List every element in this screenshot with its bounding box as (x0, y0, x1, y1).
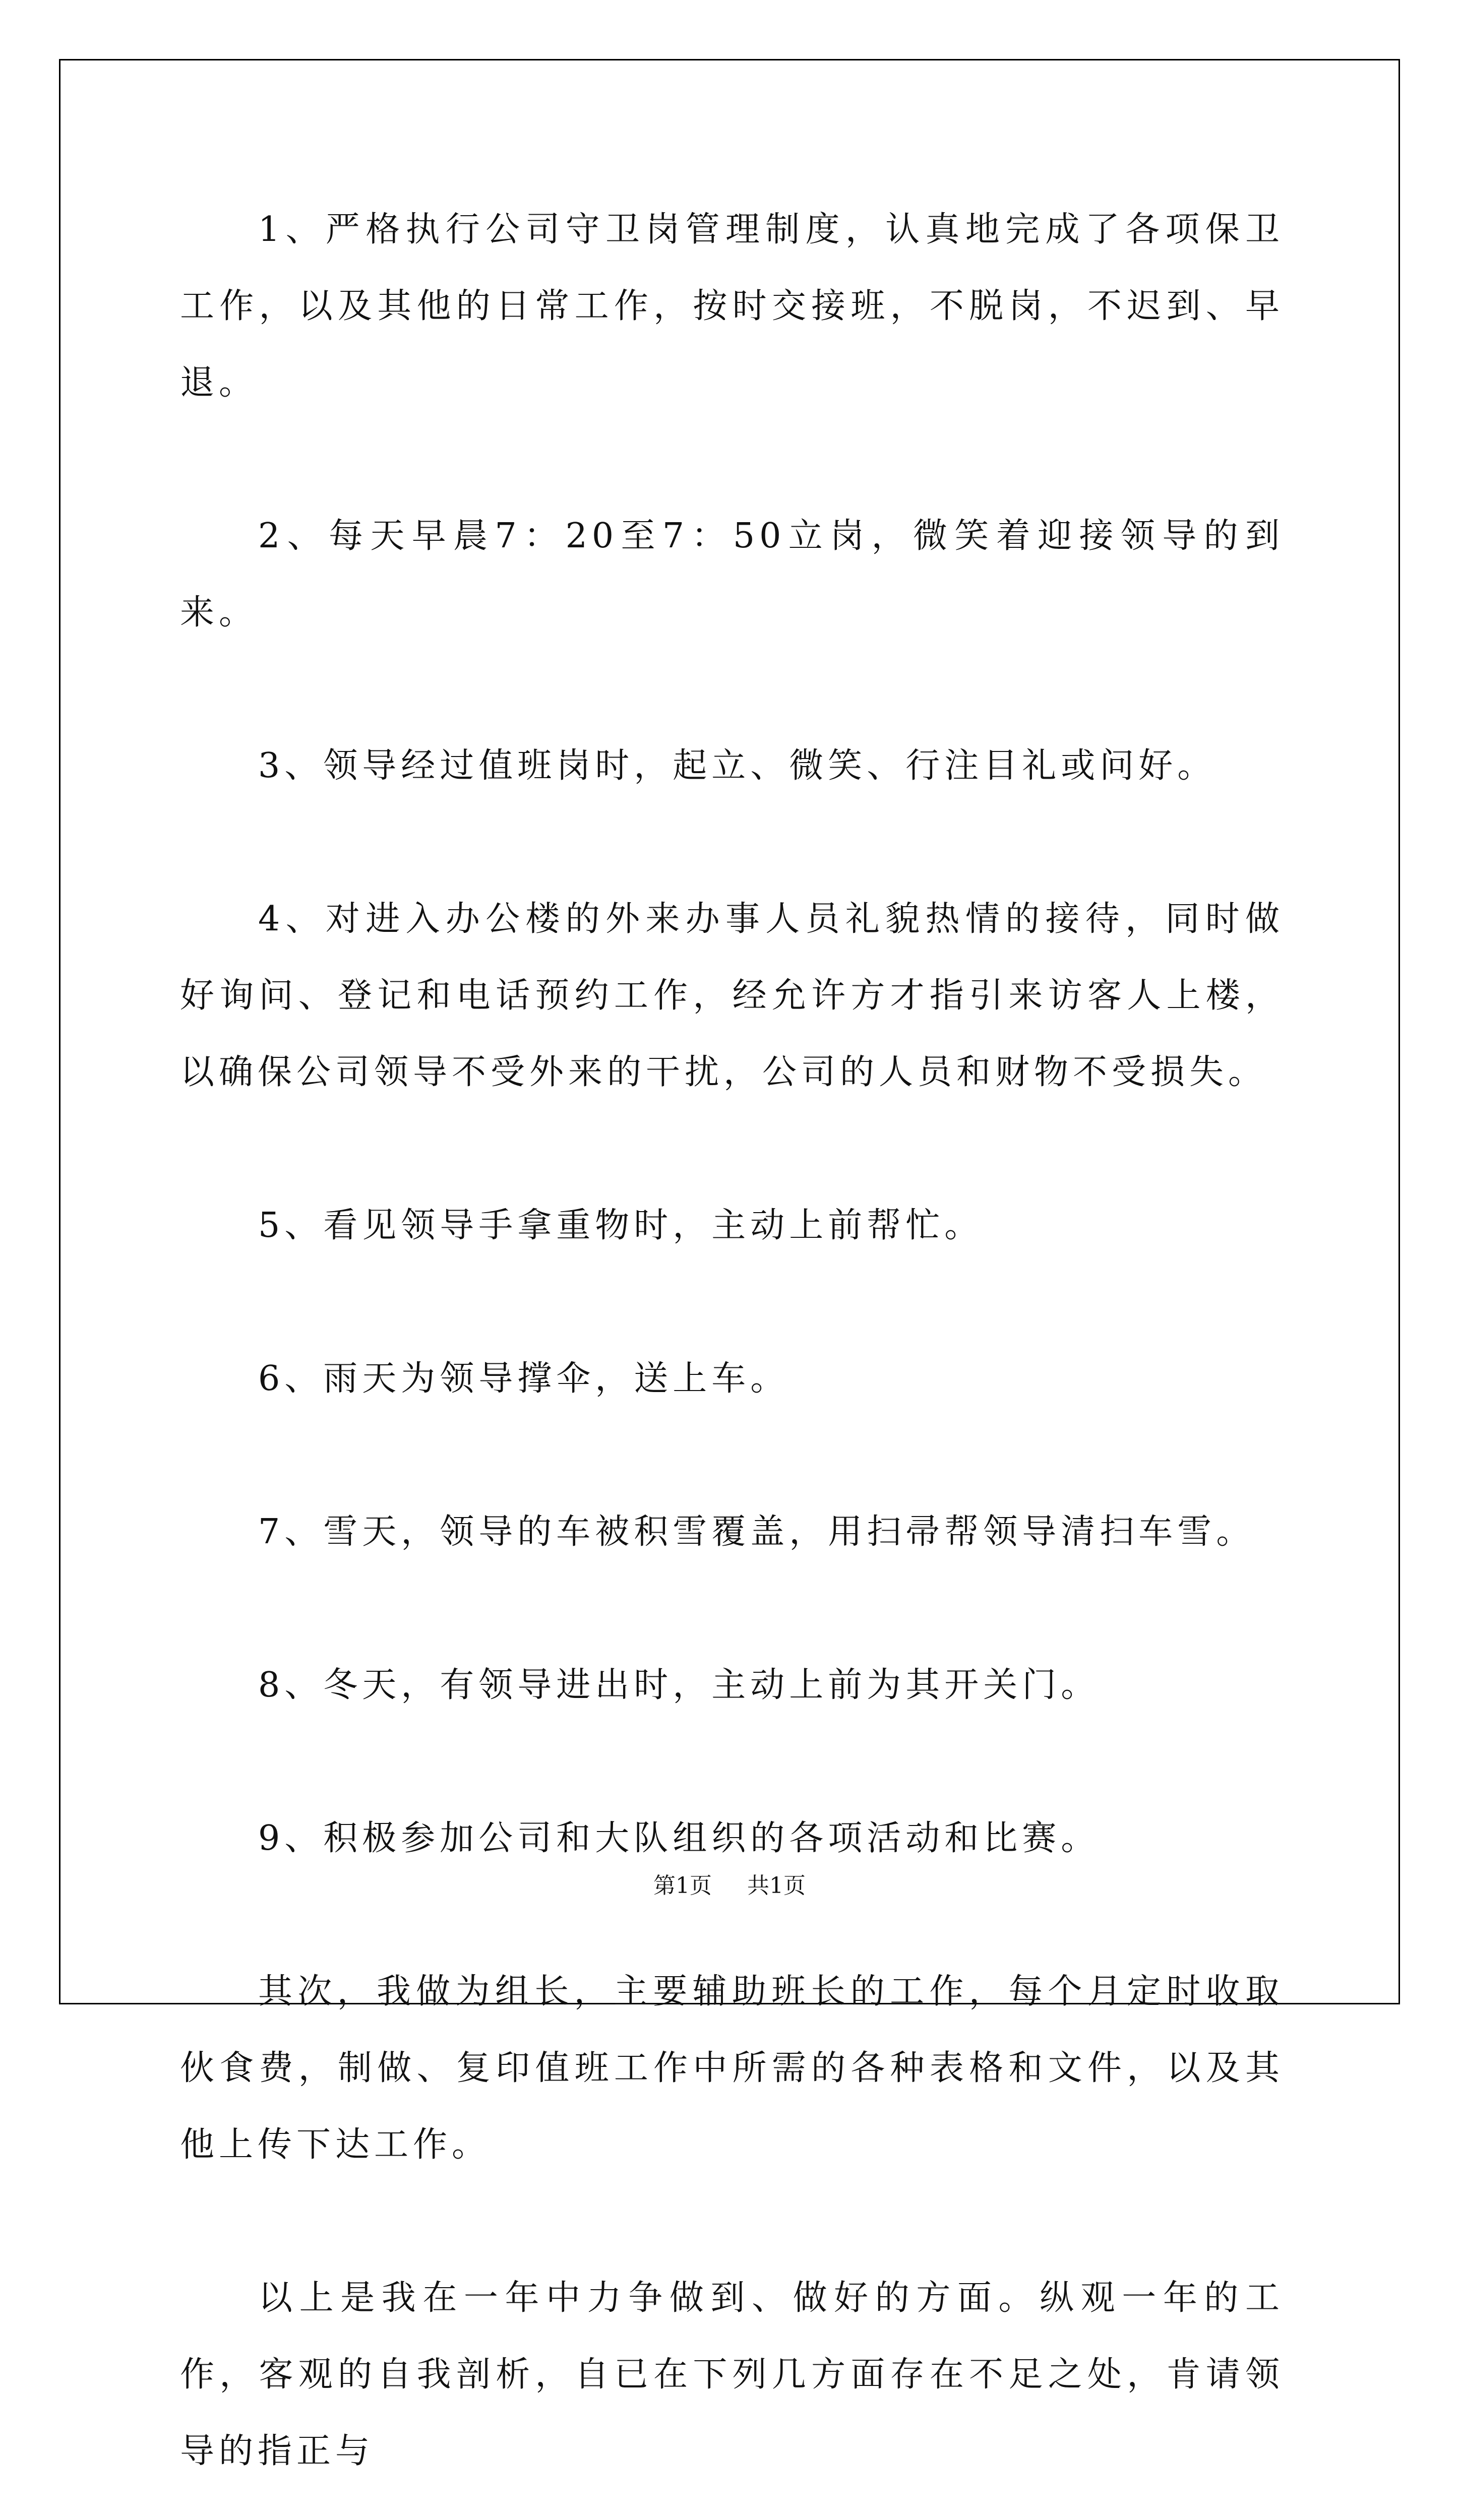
paragraph-item-4: 4、对进入办公楼的外来办事人员礼貌热情的接待，同时做好询问、登记和电话预约工作，经允许方才指引来访客人上楼，以确保公司领导不受外来的干扰，公司的人员和财物不受损失。 (180, 899, 1284, 1092)
paragraph-item-2: 2、每天早晨7：20至7：50立岗，微笑着迎接领导的到来。 (180, 516, 1284, 633)
paragraph-secondly: 其次，我做为组长，主要辅助班长的工作，每个月定时收取伙食费，制做、复印值班工作中所需的各种表格和文件，以及其他上传下达工作。 (180, 1972, 1284, 2165)
paragraph-item-7: 7、雪天，领导的车被积雪覆盖，用扫帚帮领导清扫车雪。 (258, 1512, 1255, 1552)
paragraph-item-8: 8、冬天，有领导进出时，主动上前为其开关门。 (258, 1665, 1100, 1705)
page-total: 共1页 (747, 1873, 806, 1899)
paragraph-item-6: 6、雨天为领导撑伞，送上车。 (258, 1359, 789, 1399)
paragraph-summary: 以上是我在一年中力争做到、做好的方面。纵观一年的工作，客观的自我剖析，自已在下列几方面存在不足之处，肯请领导的指正与 (180, 2278, 1284, 2471)
paragraph-item-5: 5、看见领导手拿重物时，主动上前帮忙。 (258, 1206, 984, 1245)
paragraph-item-9: 9、积极参加公司和大队组织的各项活动和比赛。 (258, 1818, 1100, 1858)
paragraph-item-1: 1、严格执行公司守卫岗管理制度，认真地完成了各项保卫工作，以及其他的日常工作，按时交接班，不脱岗，不迟到、早退。 (180, 210, 1284, 403)
document-body (180, 192, 1284, 2520)
page-footer (0, 1871, 1459, 1901)
page-number: 第1页 (653, 1873, 712, 1899)
paragraph-item-3: 3、领导经过值班岗时，起立、微笑、行注目礼或问好。 (258, 746, 1217, 786)
